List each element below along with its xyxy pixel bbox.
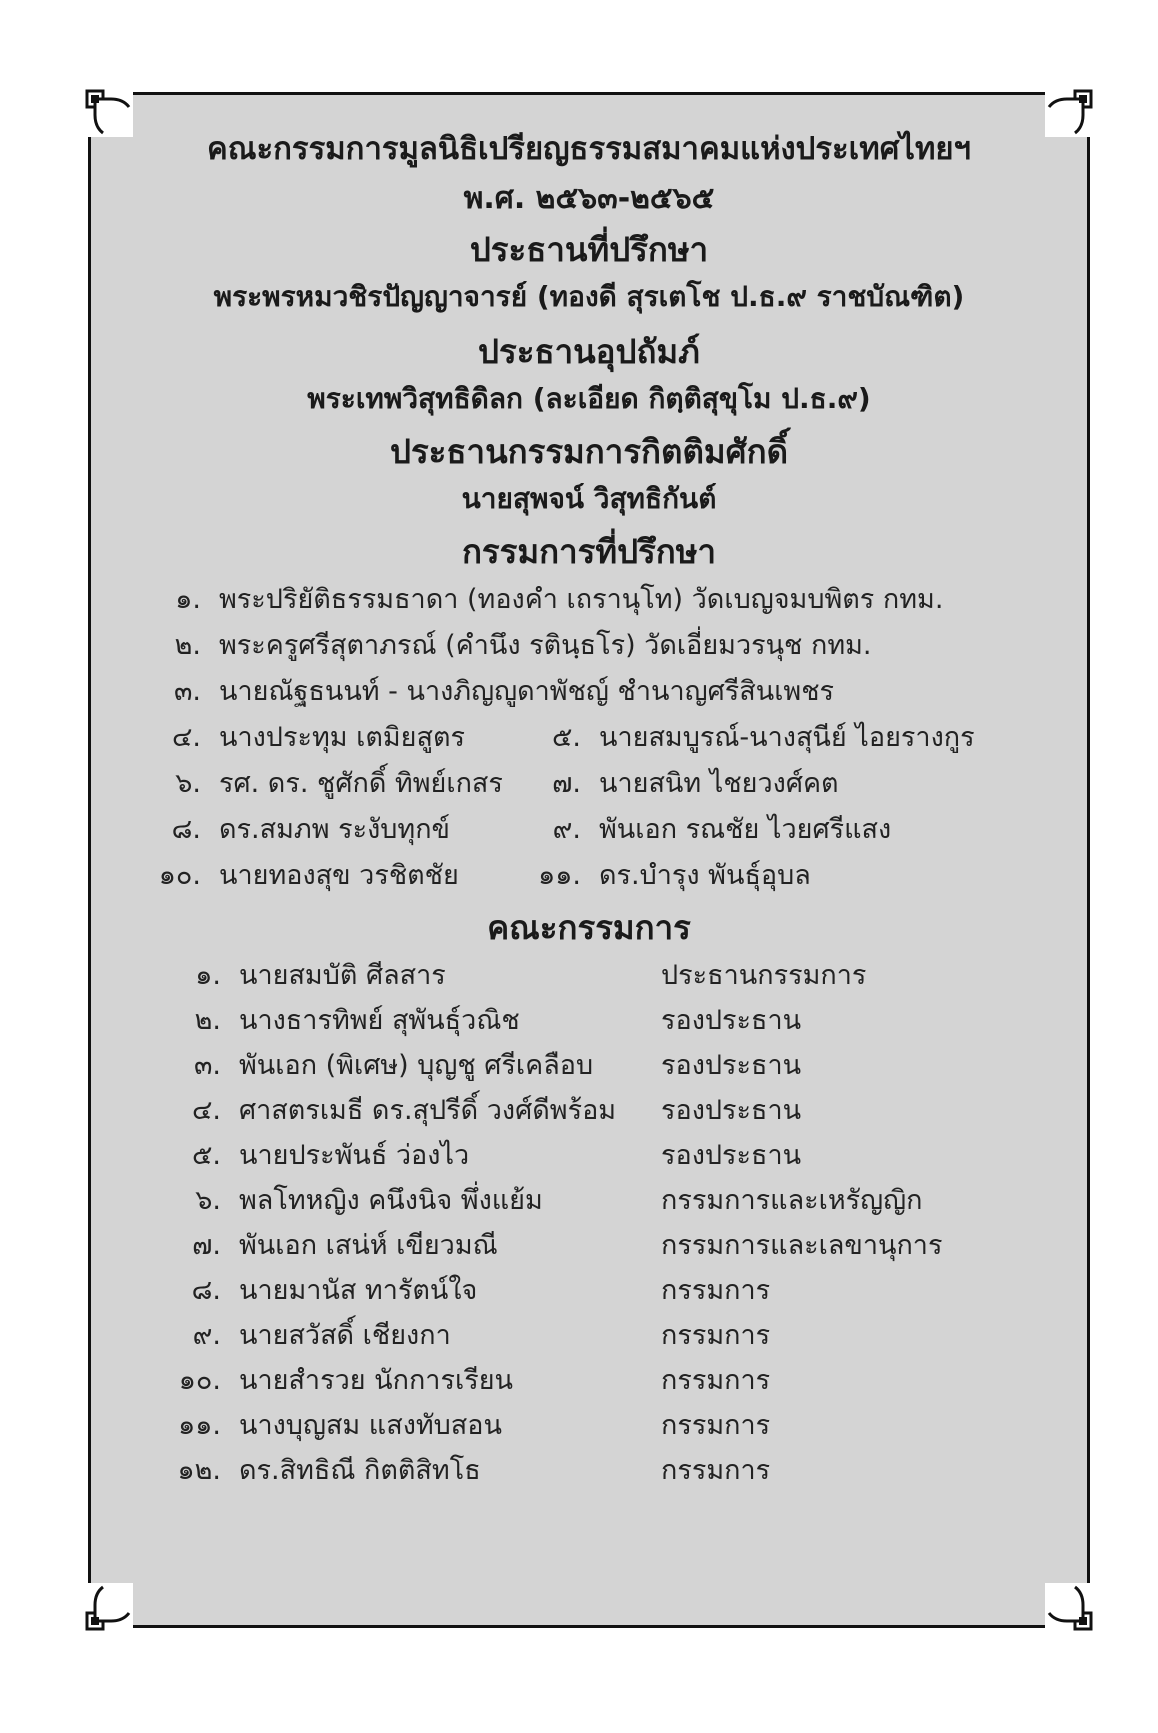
item-number: ๗. xyxy=(552,768,581,799)
item-number: ๙. xyxy=(552,814,581,845)
item-name: พันเอก รณชัย ไวยศรีแสง xyxy=(599,814,892,845)
honorary-chair-heading: ประธานกรรมการกิตติมศักดิ์ xyxy=(390,432,788,471)
item-number: ๑. xyxy=(175,584,201,615)
member-name: นายสำรวย นักการเรียน xyxy=(239,1365,513,1396)
item-number: ๑๑. xyxy=(538,860,581,891)
member-role: กรรมการและเลขานุการ xyxy=(661,1230,943,1261)
document-frame xyxy=(88,92,1090,1628)
member-role: รองประธาน xyxy=(661,1140,802,1171)
committee-heading: คณะกรรมการ xyxy=(487,908,691,947)
member-role: กรรมการและเหรัญญิก xyxy=(661,1185,923,1216)
item-number: ๒. xyxy=(174,630,201,661)
item-number: ๓. xyxy=(193,1050,221,1081)
item-name: นายสมบูรณ์-นางสุนีย์ ไอยรางกูร xyxy=(599,722,975,753)
document-years: พ.ศ. ๒๕๖๓-๒๕๖๕ xyxy=(463,181,715,216)
member-name: พลโทหญิง คนึงนิจ พึ่งแย้ม xyxy=(239,1185,543,1216)
item-number: ๘. xyxy=(191,1275,221,1306)
item-number: ๒. xyxy=(194,1005,221,1036)
member-name: พันเอก เสน่ห์ เขียวมณี xyxy=(239,1230,498,1261)
item-number: ๔. xyxy=(171,722,201,753)
item-name: นางประทุม เตมิยสูตร xyxy=(219,722,466,753)
advisory-committee-heading: กรรมการที่ปรึกษา xyxy=(461,532,717,571)
item-number: ๔. xyxy=(191,1095,221,1126)
patron-heading: ประธานอุปถัมภ์ xyxy=(478,332,700,371)
item-number: ๘. xyxy=(171,814,201,845)
member-role: รองประธาน xyxy=(661,1050,802,1081)
item-number: ๑๐. xyxy=(158,860,201,891)
member-role: กรรมการ xyxy=(661,1275,771,1306)
item-name: ดร.บำรุง พันธุ์อุบล xyxy=(599,860,811,891)
member-name: พันเอก (พิเศษ) บุญชู ศรีเคลือบ xyxy=(239,1050,594,1081)
member-name: นายประพันธ์ ว่องไว xyxy=(239,1140,470,1171)
member-name: นายมานัส ทารัตน์ใจ xyxy=(239,1275,478,1306)
member-role: กรรมการ xyxy=(661,1365,771,1396)
member-name: นางธารทิพย์ สุพันธุ์วณิช xyxy=(239,1005,520,1036)
member-role: กรรมการ xyxy=(661,1455,771,1486)
member-role: รองประธาน xyxy=(661,1095,802,1126)
corner-ornament-icon xyxy=(1045,1583,1097,1635)
item-name: รศ. ดร. ชูศักดิ์ ทิพย์เกสร xyxy=(219,768,503,799)
item-name: นายสนิท ไชยวงศ์คต xyxy=(599,768,839,799)
member-name: นายสวัสดิ์ เชียงกา xyxy=(239,1320,451,1351)
item-number: ๖. xyxy=(195,1185,221,1216)
item-name: ดร.สมภพ ระงับทุกข์ xyxy=(219,814,451,845)
item-number: ๑๑. xyxy=(178,1410,221,1441)
item-number: ๗. xyxy=(192,1230,221,1261)
document-title: คณะกรรมการมูลนิธิเปรียญธรรมสมาคมแห่งประเทศไทยฯ xyxy=(207,131,971,167)
item-number: ๖. xyxy=(175,768,201,799)
item-number: ๓. xyxy=(173,676,201,707)
member-name: นายสมบัติ ศีลสาร xyxy=(239,960,446,991)
member-name: ศาสตรเมธี ดร.สุปรีดิ์ วงศ์ดีพร้อม xyxy=(239,1095,617,1126)
item-number: ๑๒. xyxy=(177,1455,221,1486)
member-role: รองประธาน xyxy=(661,1005,802,1036)
item-name: นายณัฐธนนท์ - นางภิญญูดาพัชญ์ ชำนาญศรีสินเพชร xyxy=(219,676,835,707)
member-name: ดร.สิทธิณี กิตติสิทโธ xyxy=(239,1455,481,1486)
item-number: ๙. xyxy=(192,1320,221,1351)
advisor-name: พระพรหมวชิรปัญญาจารย์ (ทองดี สุรเตโช ป.ธ.๙ ราชบัณฑิต) xyxy=(213,280,965,313)
member-role: กรรมการ xyxy=(661,1320,771,1351)
member-name: นางบุญสม แสงทับสอน xyxy=(239,1410,502,1441)
honorary-chair-name: นายสุพจน์ วิสุทธิกันต์ xyxy=(461,482,717,515)
member-role: กรรมการ xyxy=(661,1410,771,1441)
item-name: นายทองสุข วรชิตชัย xyxy=(219,860,459,891)
item-name: พระครูศรีสุตาภรณ์ (คำนึง รตินฺธโร) วัดเอี่ยมวรนุช กทม. xyxy=(219,630,872,661)
item-number: ๕. xyxy=(191,1140,221,1171)
corner-ornament-icon xyxy=(81,1583,133,1635)
advisor-heading: ประธานที่ปรึกษา xyxy=(469,230,709,269)
patron-name: พระเทพวิสุทธิดิลก (ละเอียด กิตฺติสุขุโม ป.ธ.๙) xyxy=(307,382,871,415)
member-role: ประธานกรรมการ xyxy=(661,960,867,991)
item-number: ๑๐. xyxy=(178,1365,221,1396)
item-number: ๑. xyxy=(195,960,221,991)
item-name: พระปริยัติธรรมธาดา (ทองคำ เถรานุโท) วัดเบญจมบพิตร กทม. xyxy=(219,584,944,615)
item-number: ๕. xyxy=(551,722,581,753)
